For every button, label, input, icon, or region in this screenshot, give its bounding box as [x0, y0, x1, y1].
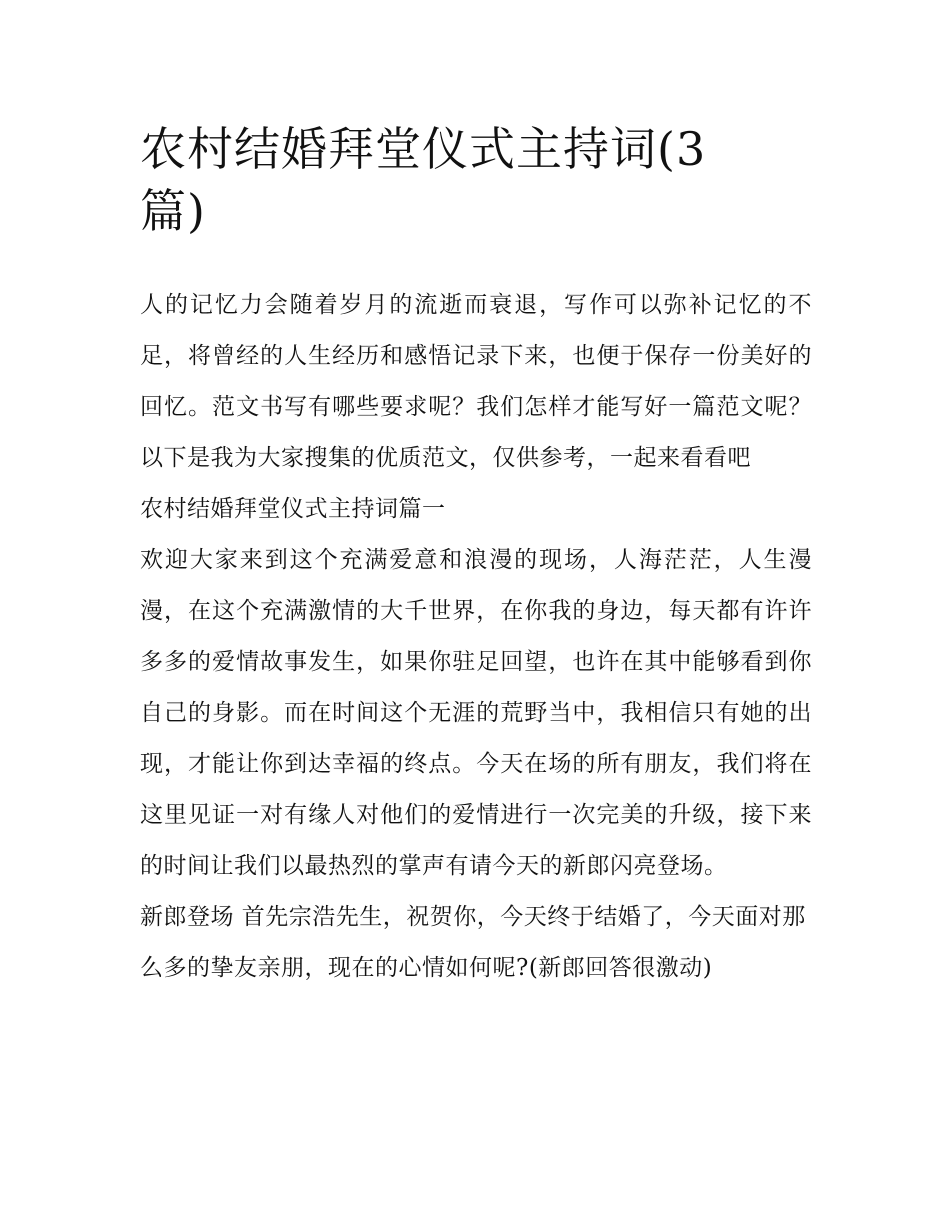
document-body — [140, 280, 812, 994]
body-paragraph: 新郎登场 首先宗浩先生，祝贺你，今天终于结婚了，今天面对那么多的挚友亲朋，现在的心情如何呢?(新郎回答很激动) — [140, 904, 806, 981]
body-paragraph: 欢迎大家来到这个充满爱意和浪漫的现场，人海茫茫，人生漫漫，在这个充满激情的大千世界，在你我的身边，每天都有许许多多的爱情故事发生，如果你驻足回望，也许在其中能够看到你自己的身影。而在时间这个无涯的荒野当中，我相信只有她的出现，才能让你到达幸福的终点。今天在场的所有朋友，我们将在这里见证一对有缘人对他们的爱情进行一次完美的升级，接下来的时间让我们以最热烈的掌声有请今天的新郎闪亮登场。 — [140, 547, 812, 879]
document-page — [140, 118, 812, 994]
document-title: 农村结婚拜堂仪式主持词(3篇) — [140, 122, 707, 238]
intro-paragraph: 人的记忆力会随着岁月的流逝而衰退，写作可以弥补记忆的不足，将曾经的人生经历和感悟记录下来，也便于保存一份美好的回忆。范文书写有哪些要求呢？我们怎样才能写好一篇范文呢？以下是我为大家搜集的优质范文，仅供参考，一起来看看吧 — [140, 292, 812, 471]
section-heading: 农村结婚拜堂仪式主持词篇一 — [140, 496, 446, 522]
